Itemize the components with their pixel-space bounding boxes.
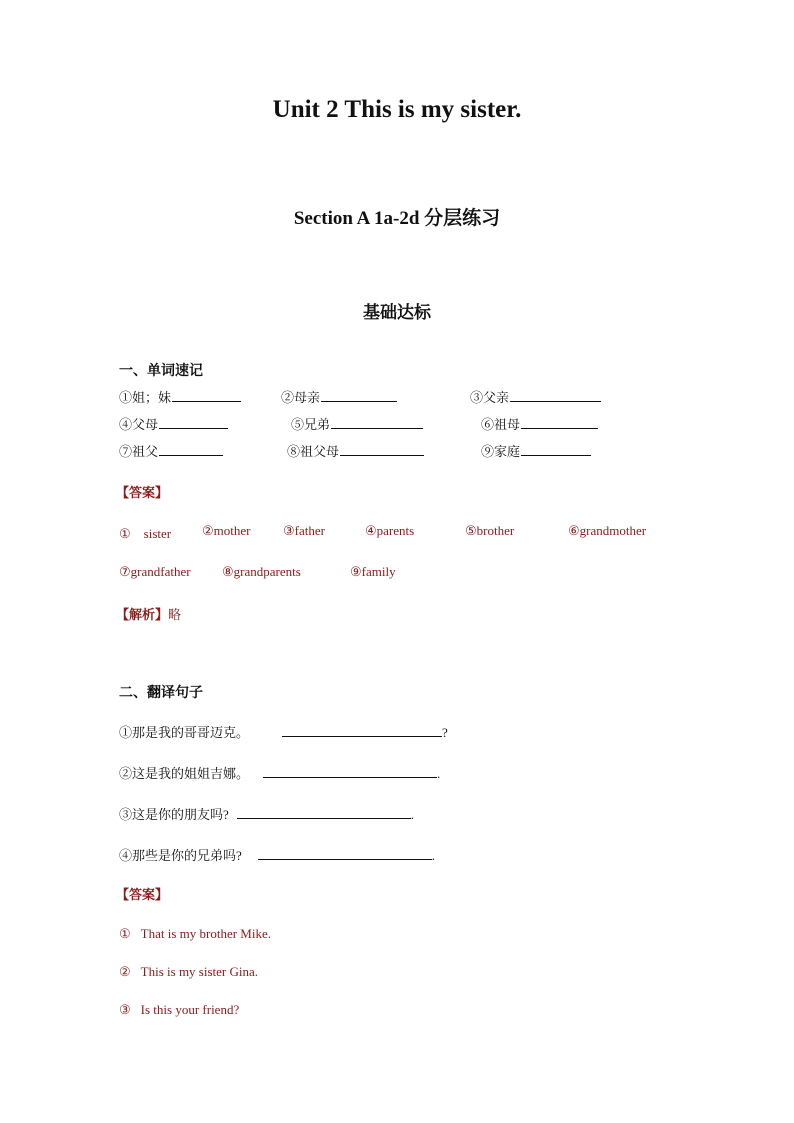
vocab-prompt: ⑨家庭 xyxy=(481,444,521,459)
vocab-answer-6: ⑥grandmother xyxy=(568,523,647,538)
part1-answer-label: 【答案】 xyxy=(116,485,169,500)
sentence-end: ? xyxy=(442,725,448,740)
vocab-answer-1: ① sister xyxy=(119,526,172,541)
analysis-label: 【解析】 xyxy=(116,607,169,622)
answer-blank[interactable] xyxy=(510,389,601,402)
answer-blank[interactable] xyxy=(521,443,591,456)
translate-prompt: ②这是我的姐姐吉娜。 xyxy=(119,766,250,781)
translate-answer-1 xyxy=(119,926,271,942)
answer-blank[interactable] xyxy=(282,724,442,737)
vocab-item-7 xyxy=(119,441,223,460)
answer-text: That is my brother Mike. xyxy=(140,926,271,941)
translate-item-4 xyxy=(119,845,435,864)
answer-blank[interactable] xyxy=(258,847,432,860)
vocab-item-1 xyxy=(119,387,241,406)
vocab-prompt: ④父母 xyxy=(119,417,159,432)
vocab-answer-8: ⑧grandparents xyxy=(222,564,301,579)
level-heading: 基础达标 xyxy=(363,303,431,322)
sentence-end: . xyxy=(431,848,436,863)
part2-heading: 二、翻译句子 xyxy=(119,686,203,701)
translate-item-3 xyxy=(119,804,414,823)
part2-answer-label: 【答案】 xyxy=(116,887,169,902)
answer-blank[interactable] xyxy=(159,443,223,456)
translate-prompt: ①那是我的哥哥迈克。 xyxy=(119,725,250,740)
answer-blank[interactable] xyxy=(521,416,598,429)
translate-item-1 xyxy=(119,722,448,741)
vocab-prompt: ①姐；妹 xyxy=(119,390,172,405)
part1-heading: 一、单词速记 xyxy=(119,364,203,379)
vocab-answer-9: ⑨family xyxy=(350,564,396,579)
vocab-answer-2: ②mother xyxy=(202,523,251,538)
answer-blank[interactable] xyxy=(263,765,437,778)
translate-prompt: ③这是你的朋友吗? xyxy=(119,807,229,822)
vocab-answer-3: ③father xyxy=(283,523,325,538)
vocab-prompt: ②母亲 xyxy=(281,390,321,405)
vocab-answer-7: ⑦grandfather xyxy=(119,564,191,579)
answer-blank[interactable] xyxy=(159,416,228,429)
answer-blank[interactable] xyxy=(237,806,411,819)
section-subtitle: Section A 1a-2d 分层练习 xyxy=(293,208,501,229)
vocab-item-2 xyxy=(281,387,397,406)
answer-blank[interactable] xyxy=(172,389,241,402)
answer-blank[interactable] xyxy=(340,443,424,456)
translate-item-2 xyxy=(119,763,440,782)
translate-prompt: ④那些是你的兄弟吗? xyxy=(119,848,242,863)
vocab-item-4 xyxy=(119,414,228,433)
vocab-prompt: ③父亲 xyxy=(470,390,510,405)
vocab-item-5 xyxy=(291,414,423,433)
answer-number: ③ xyxy=(119,1002,131,1017)
answer-text: Is this your friend? xyxy=(140,1002,240,1017)
vocab-prompt: ⑧祖父母 xyxy=(287,444,340,459)
answer-blank[interactable] xyxy=(331,416,423,429)
analysis-text: 略 xyxy=(168,607,182,622)
unit-title: Unit 2 This is my sister. xyxy=(272,96,522,123)
vocab-prompt: ⑦祖父 xyxy=(119,444,159,459)
answer-number: ① xyxy=(119,926,131,941)
vocab-prompt: ⑥祖母 xyxy=(481,417,521,432)
part1-analysis xyxy=(116,604,181,623)
answer-text: This is my sister Gina. xyxy=(140,964,259,979)
answer-blank[interactable] xyxy=(321,389,397,402)
vocab-item-6 xyxy=(481,414,598,433)
translate-answer-2 xyxy=(119,964,258,980)
sentence-end: . xyxy=(437,766,441,781)
vocab-item-8 xyxy=(287,441,424,460)
vocab-prompt: ⑤兄弟 xyxy=(291,417,331,432)
answer-number: ② xyxy=(119,964,131,979)
vocab-answer-4: ④parents xyxy=(365,523,415,538)
vocab-item-9 xyxy=(481,441,591,460)
sentence-end: . xyxy=(410,807,415,822)
vocab-item-3 xyxy=(470,387,601,406)
translate-answer-3 xyxy=(119,1002,239,1018)
vocab-answer-5: ⑤brother xyxy=(465,523,515,538)
